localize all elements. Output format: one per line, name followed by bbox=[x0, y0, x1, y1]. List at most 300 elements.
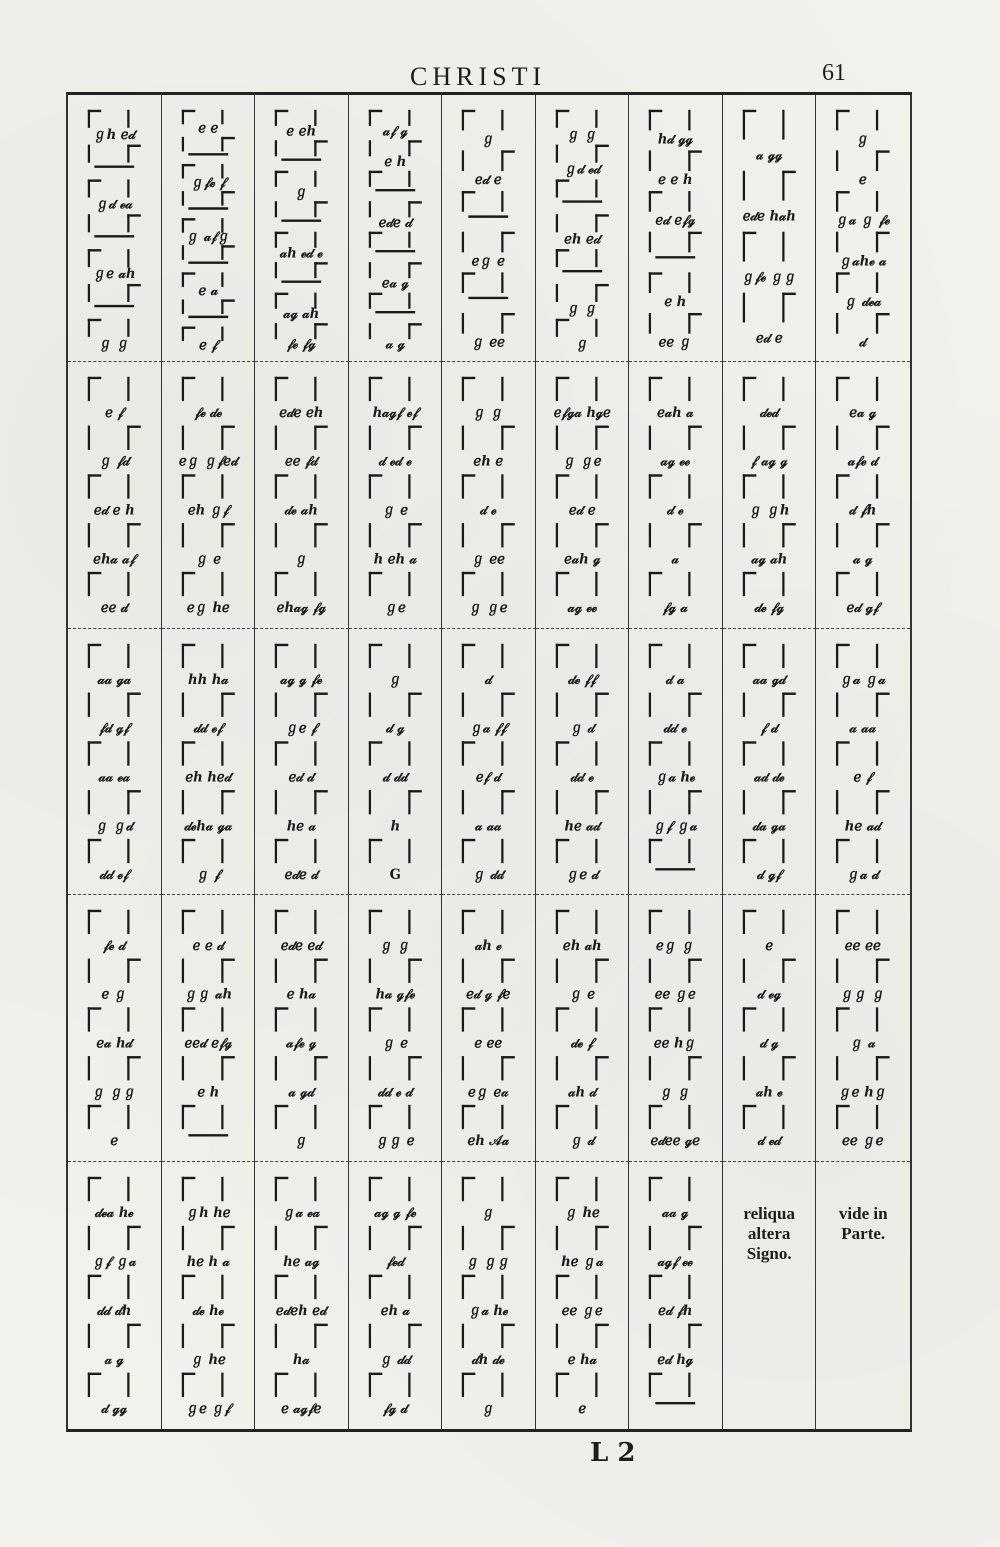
rhythm-sign bbox=[463, 192, 502, 210]
tablature-notation bbox=[166, 103, 251, 357]
rhythm-sign bbox=[463, 791, 514, 813]
tablature-letters: 𝒶ℎ ℯ𝒹 ℯ bbox=[279, 244, 323, 262]
rhythm-sign bbox=[182, 378, 221, 400]
tablature-letters: 𝒹𝒹 ℯ bbox=[664, 719, 688, 737]
rhythm-sign bbox=[276, 693, 327, 715]
tablature-letters: ℊℊ 𝒶ℎ bbox=[184, 986, 232, 1004]
rhythm-sign bbox=[557, 960, 608, 982]
rhythm-sign bbox=[744, 911, 783, 933]
rhythm-sign bbox=[557, 475, 596, 497]
tablature-letters: ℯ𝒹ℯ 𝒹 bbox=[284, 866, 319, 883]
tablature-letters: ℯ𝒶ℎ 𝒶 bbox=[657, 404, 694, 421]
rhythm-sign bbox=[650, 645, 689, 667]
rhythm-sign bbox=[463, 1374, 502, 1396]
rhythm-sign bbox=[182, 1009, 221, 1031]
rhythm-sign bbox=[370, 911, 409, 933]
rhythm-sign bbox=[89, 250, 128, 266]
tablature-cell bbox=[349, 1162, 443, 1429]
tablature-letters: ℯℯ𝒹 ℯ𝒻ℊ bbox=[184, 1035, 232, 1053]
rhythm-sign bbox=[650, 1058, 701, 1080]
tablature-letters: ℊ ℊ bbox=[473, 404, 504, 421]
rhythm-sign bbox=[89, 181, 128, 197]
tablature-letters: ℊ𝒶 ℊ 𝒻ℯ bbox=[836, 212, 891, 229]
tablature-letters: 𝒶ℊ 𝒶ℎ bbox=[283, 305, 320, 323]
tablature-notation bbox=[540, 1170, 625, 1425]
tablature-notation bbox=[446, 370, 531, 624]
rhythm-sign bbox=[370, 573, 409, 595]
rhythm-sign bbox=[276, 742, 315, 764]
tablature-notation bbox=[259, 903, 344, 1157]
tablature-cell bbox=[723, 95, 817, 362]
tablature-cell bbox=[723, 629, 817, 896]
rhythm-sign bbox=[182, 1325, 233, 1347]
rhythm-sign bbox=[276, 378, 315, 400]
tablature-cell bbox=[536, 895, 630, 1162]
tablature-cell bbox=[68, 895, 162, 1162]
tablature-cell bbox=[255, 629, 349, 896]
rhythm-sign bbox=[463, 152, 514, 170]
tablature-notation bbox=[166, 903, 251, 1157]
rhythm-sign bbox=[370, 1009, 409, 1031]
tablature-letters: ℊℯ 𝒶ℎ bbox=[93, 265, 136, 283]
tablature-letters: 𝒻ℯ𝒹 bbox=[386, 1253, 404, 1271]
tablature-notation bbox=[633, 1170, 718, 1425]
rhythm-sign bbox=[650, 524, 701, 546]
rhythm-sign bbox=[182, 1058, 233, 1080]
rhythm-sign bbox=[838, 274, 878, 292]
tablature-letters: 𝒶𝒶 ℊ𝒹 bbox=[752, 671, 786, 688]
tablature-letters: ℯℎ ℊ𝒻 bbox=[187, 501, 229, 519]
tablature-letters: 𝒹 ℯ bbox=[667, 501, 684, 519]
tablature-letters: ℊℯ ℊ𝒻 bbox=[185, 1400, 231, 1418]
tablature-letters: ℎ𝒶 ℊ𝒻ℯ bbox=[375, 986, 415, 1004]
tablature-cell bbox=[816, 1162, 910, 1429]
tablature-letters: ℯ𝒶 ℎ𝒹 bbox=[96, 1035, 133, 1053]
tablature-letters: ℊ ℊ bbox=[379, 938, 411, 955]
tablature-letters: ℊℯ 𝒻 bbox=[285, 719, 318, 737]
tablature-letters: ℯ bbox=[110, 1133, 119, 1150]
tablature-letters: ℯ bbox=[765, 938, 774, 955]
tablature-notation bbox=[166, 637, 251, 891]
tablature-letters: ℯ ℯ ℎ bbox=[658, 171, 693, 189]
tablature-notation bbox=[72, 1170, 157, 1425]
tablature-cell bbox=[536, 629, 630, 896]
tablature-cell bbox=[816, 895, 910, 1162]
rhythm-sign bbox=[182, 645, 221, 667]
rhythm-sign bbox=[557, 1058, 608, 1080]
rhythm-sign bbox=[370, 233, 409, 247]
rhythm-sign bbox=[276, 1227, 327, 1249]
rhythm-sign bbox=[463, 1325, 514, 1347]
tablature-letters: ℯ ℊ bbox=[101, 986, 128, 1004]
tablature-letters: 𝒹ℯ ℎℯ bbox=[192, 1302, 224, 1320]
tablature-letters: ℯℯ ℎℊ bbox=[654, 1035, 698, 1053]
rhythm-sign bbox=[89, 1009, 128, 1031]
rhythm-sign bbox=[557, 1178, 596, 1200]
rhythm-sign bbox=[557, 250, 596, 266]
rhythm-sign bbox=[89, 1106, 128, 1128]
rhythm-sign bbox=[838, 573, 878, 595]
rhythm-sign bbox=[650, 911, 689, 933]
rhythm-sign bbox=[276, 645, 315, 667]
rhythm-sign bbox=[89, 427, 140, 449]
tablature-letters: ℯ 𝒶 bbox=[198, 282, 218, 300]
tablature-letters: ℯℎ 𝒶ℎ bbox=[562, 938, 602, 955]
rhythm-sign bbox=[650, 791, 701, 813]
tablature-letters: 𝒹 ℊℊ bbox=[101, 1400, 128, 1418]
rhythm-sign bbox=[463, 1058, 514, 1080]
tablature-letters: ℯ𝒻 𝒹 bbox=[476, 768, 501, 786]
tablature-letters: ℊ bbox=[294, 183, 308, 201]
tablature-letters: ℯ𝒹ℯ 𝒹 bbox=[378, 214, 412, 231]
tablature-notation bbox=[353, 370, 438, 624]
rhythm-sign bbox=[182, 693, 233, 715]
tablature-letters: ℊℎ ℯ𝒹 bbox=[93, 126, 136, 143]
tablature-letters: 𝒹 ℯℊ bbox=[757, 986, 781, 1004]
tablature-notation bbox=[259, 637, 344, 891]
tablature-notation bbox=[820, 637, 906, 891]
rhythm-sign bbox=[744, 742, 783, 764]
tablature-letters: 𝒶 ℊ bbox=[385, 336, 405, 353]
rhythm-sign bbox=[89, 285, 140, 301]
rhythm-sign bbox=[370, 840, 409, 862]
rhythm-sign bbox=[276, 573, 315, 595]
tablature-letters: 𝒹ℯℎ𝒶 ℊ𝒶 bbox=[184, 817, 232, 834]
rhythm-sign bbox=[463, 378, 502, 400]
tablature-letters: ℊ 𝒹𝒹 bbox=[472, 866, 504, 883]
rhythm-sign bbox=[276, 1325, 327, 1347]
rhythm-sign bbox=[557, 146, 608, 162]
tablature-letters: 𝒻𝒹 ℊ𝒻 bbox=[99, 719, 130, 737]
tablature-letters: ℯℯ ℊ bbox=[658, 334, 693, 351]
rhythm-sign bbox=[650, 378, 689, 400]
rhythm-sign bbox=[182, 911, 221, 933]
rhythm-sign bbox=[276, 1106, 315, 1128]
tablature-letters: ℯ bbox=[578, 1400, 586, 1418]
tablature-letters: ℯ𝒹 𝒹 bbox=[288, 768, 315, 786]
tablature-letters: ℯ𝒹 ℯ bbox=[475, 171, 502, 189]
tablature-letters: ℊ bbox=[481, 1204, 496, 1222]
rhythm-sign bbox=[650, 427, 701, 449]
tablature-letters: ℯ𝒹ℯ ℎ𝒶ℎ bbox=[742, 208, 796, 225]
tablature-letters: ℯ𝒹 ℊ 𝒻ℯ bbox=[466, 986, 511, 1004]
rhythm-sign bbox=[182, 246, 233, 258]
tablature-letters: ℯℊ ℊ𝒻ℯ𝒹 bbox=[178, 453, 238, 470]
rhythm-sign bbox=[557, 1374, 596, 1396]
tablature-letters: ℊ𝒶 𝒻𝒻 bbox=[470, 719, 507, 737]
cell-note: vide in Parte. bbox=[838, 1204, 888, 1244]
running-head: CHRISTI bbox=[410, 62, 547, 91]
page-number: 61 bbox=[822, 60, 846, 86]
tablature-letters: 𝒹 ℊ𝒻 bbox=[757, 866, 782, 883]
rhythm-sign bbox=[557, 573, 596, 595]
tablature-letters: ℎ𝒶 bbox=[292, 1351, 310, 1369]
rhythm-sign bbox=[744, 693, 795, 715]
tablature-letters: 𝒶𝒻 ℊ bbox=[382, 123, 408, 140]
tablature-letters: ℊ bbox=[856, 131, 870, 148]
rhythm-sign bbox=[89, 215, 140, 231]
rhythm-sign bbox=[838, 693, 889, 715]
tablature-letters: 𝒻ℯ 𝒹ℯ bbox=[194, 404, 222, 421]
rhythm-sign bbox=[463, 742, 502, 764]
tablature-letters: ℯℎ ℯ𝒹 bbox=[563, 230, 601, 248]
tablature-letters: 𝒹𝒹 ℯ 𝒹 bbox=[377, 1084, 413, 1101]
tablature-letters: 𝒹𝒹 ℯ𝒻 bbox=[193, 719, 223, 737]
rhythm-sign bbox=[838, 911, 878, 933]
tablature-letters: ℯℯ ℊℯ bbox=[561, 1302, 603, 1320]
rhythm-sign bbox=[838, 111, 878, 129]
tablature-letters: ℯ𝒹 𝒻ℎ bbox=[658, 1302, 693, 1320]
rhythm-sign bbox=[182, 475, 221, 497]
rhythm-sign bbox=[370, 960, 421, 982]
tablature-notation bbox=[633, 637, 718, 891]
tablature-cell bbox=[255, 362, 349, 629]
tablature-letters: ℊ𝒻 ℊ𝒶 bbox=[92, 1253, 137, 1271]
tablature-letters: ℯ𝒹 ℎℊ bbox=[657, 1351, 694, 1369]
rhythm-sign bbox=[182, 427, 233, 449]
tablature-letters: 𝒻 𝒶ℊ ℊ bbox=[750, 453, 788, 470]
rhythm-sign bbox=[838, 192, 878, 210]
rhythm-sign bbox=[744, 294, 795, 321]
rhythm-sign bbox=[744, 1106, 783, 1128]
tablature-cell bbox=[349, 629, 443, 896]
tablature-letters: ℊ ℊℯ bbox=[469, 599, 508, 616]
tablature-letters: 𝒶 𝒶𝒶 bbox=[849, 720, 877, 737]
tablature-letters: ℊℯ bbox=[384, 599, 406, 616]
rhythm-sign bbox=[650, 693, 701, 715]
rhythm-sign bbox=[650, 1178, 689, 1200]
tablature-letters: ℊℊ ℊ bbox=[840, 986, 886, 1004]
tablature-letters: ℯ bbox=[859, 171, 868, 189]
rhythm-sign bbox=[370, 1374, 409, 1396]
tablature-letters: ℯℎ 𝒜𝒶 bbox=[467, 1133, 510, 1150]
tablature-notation bbox=[727, 370, 812, 624]
tablature-cell bbox=[442, 1162, 536, 1429]
rhythm-sign bbox=[650, 233, 701, 251]
rhythm-sign bbox=[744, 111, 783, 138]
tablature-notation bbox=[72, 903, 157, 1157]
tablature-letters: 𝒹 ℯ𝒹 bbox=[757, 1133, 781, 1150]
tablature-letters: ℯ ℎ𝒶 bbox=[567, 1351, 597, 1369]
tablature-notation bbox=[820, 903, 906, 1157]
tablature-letters: G bbox=[389, 866, 401, 883]
rhythm-sign bbox=[557, 181, 596, 197]
tablature-letters: 𝒹ℯ 𝒻 bbox=[570, 1035, 594, 1053]
tablature-letters: 𝒹 𝒶 bbox=[666, 671, 685, 688]
tablature-cell bbox=[68, 95, 162, 362]
rhythm-sign bbox=[370, 645, 409, 667]
tablature-letters: ℊℯ ℎℊ bbox=[838, 1084, 888, 1101]
rhythm-sign bbox=[463, 1009, 502, 1031]
rhythm-sign bbox=[89, 960, 140, 982]
tablature-letters: ℎ ℯℎ 𝒶 bbox=[373, 550, 417, 568]
tablature-letters: ℯℎ ℎℯ𝒹 bbox=[184, 768, 231, 786]
tablature-letters: ℎ bbox=[390, 817, 400, 834]
tablature-cell bbox=[349, 362, 443, 629]
tablature-letters: ℊ bbox=[575, 335, 589, 352]
tablature-cell bbox=[162, 362, 256, 629]
tablature-cell bbox=[255, 1162, 349, 1429]
tablature-letters: ℊ ℎℯ bbox=[564, 1204, 600, 1222]
tablature-notation bbox=[633, 370, 718, 624]
rhythm-sign bbox=[276, 960, 327, 982]
rhythm-sign bbox=[463, 1178, 502, 1200]
rhythm-sign bbox=[838, 427, 889, 449]
tablature-letters: 𝒹𝒹 ℯ bbox=[570, 768, 594, 786]
rhythm-sign bbox=[557, 1276, 596, 1298]
tablature-notation bbox=[727, 103, 812, 357]
rhythm-sign bbox=[838, 152, 889, 170]
rhythm-sign bbox=[370, 524, 421, 546]
tablature-letters: ℯ𝒹ℯ ℯ𝒹 bbox=[280, 938, 322, 955]
rhythm-sign bbox=[744, 524, 795, 546]
tablature-letters: 𝒹ℎ 𝒹ℯ bbox=[472, 1351, 505, 1369]
tablature-letters: 𝒹𝒹 ℯ𝒻 bbox=[99, 866, 129, 883]
tablature-letters: ℎℯ 𝒶𝒹 bbox=[564, 817, 600, 834]
rhythm-sign bbox=[370, 1106, 409, 1128]
rhythm-sign bbox=[557, 378, 596, 400]
tablature-notation bbox=[353, 903, 438, 1157]
tablature-letters: 𝒶ℊ ℊ 𝒻ℯ bbox=[374, 1204, 416, 1222]
rhythm-sign bbox=[89, 1178, 128, 1200]
tablature-letters: 𝒶ℊ ℊ 𝒻ℯ bbox=[280, 671, 323, 688]
tablature-cell bbox=[68, 362, 162, 629]
tablature-letters: ℊ 𝒶𝒻ℊ bbox=[185, 228, 230, 246]
tablature-letters: 𝒶ℎ 𝒹 bbox=[568, 1084, 597, 1101]
tablature-cell bbox=[723, 362, 817, 629]
tablature-cell bbox=[536, 95, 630, 362]
tablature-letters: ℊ ℯ bbox=[382, 501, 408, 519]
tablature-letters: ℯ ℎ bbox=[196, 1084, 219, 1101]
tablature-letters: 𝒶 ℊ𝒹 bbox=[288, 1084, 315, 1101]
tablature-letters: ℊ ℯ bbox=[195, 550, 221, 568]
tablature-letters: 𝒶 ℊ bbox=[853, 550, 873, 568]
rhythm-sign bbox=[838, 524, 889, 546]
tablature-letters: 𝒶𝒻ℯ 𝒹 bbox=[848, 453, 879, 470]
tablature-letters: 𝒹𝒶 ℊ𝒶 bbox=[752, 817, 786, 834]
rhythm-sign bbox=[463, 475, 502, 497]
rhythm-sign bbox=[89, 111, 128, 127]
tablature-letters: ℯ𝒶ℎ ℊ bbox=[563, 550, 601, 568]
tablature-letters: ℊ𝒻ℯ 𝒻 bbox=[190, 174, 226, 191]
rhythm-sign bbox=[89, 1325, 140, 1347]
rhythm-sign bbox=[838, 960, 889, 982]
tablature-letters: 𝒶𝒶 ℊ bbox=[662, 1204, 689, 1222]
rhythm-sign bbox=[557, 285, 608, 301]
rhythm-sign bbox=[463, 1227, 514, 1249]
rhythm-sign bbox=[463, 693, 514, 715]
tablature-letters: ℊ𝒻 ℊ𝒶 bbox=[653, 817, 698, 834]
rhythm-sign bbox=[89, 1227, 140, 1249]
rhythm-sign bbox=[276, 524, 327, 546]
tablature-letters: 𝒹ℯ 𝒻ℊ bbox=[754, 599, 784, 616]
rhythm-sign bbox=[463, 1106, 502, 1128]
rhythm-sign bbox=[744, 840, 783, 862]
tablature-cell bbox=[162, 1162, 256, 1429]
tablature-grid bbox=[66, 92, 912, 1432]
rhythm-sign bbox=[744, 1058, 795, 1080]
tablature-letters: ℯℎ ℯ bbox=[473, 453, 504, 470]
tablature-letters: 𝒶𝒶 ℯ𝒶 bbox=[98, 768, 130, 786]
tablature-letters: ℊ ℊℎ bbox=[748, 501, 790, 519]
rhythm-sign bbox=[370, 427, 421, 449]
rhythm-sign bbox=[89, 742, 128, 764]
rhythm-sign bbox=[89, 573, 128, 595]
rhythm-sign bbox=[744, 960, 795, 982]
rhythm-sign bbox=[89, 524, 140, 546]
rhythm-sign bbox=[276, 1058, 327, 1080]
tablature-letters: 𝒶ℊ𝒻 ℯℯ bbox=[658, 1253, 694, 1271]
tablature-letters: ℊ ℊℊ bbox=[466, 1253, 511, 1271]
tablature-letters: ℎℯ 𝒶ℊ bbox=[283, 1253, 320, 1271]
rhythm-sign bbox=[650, 1227, 701, 1249]
tablature-cell bbox=[442, 629, 536, 896]
tablature-notation bbox=[446, 103, 531, 357]
tablature-letters: ℊ ℯ bbox=[382, 1035, 408, 1053]
tablature-letters: ℯℯ 𝒹 bbox=[100, 599, 128, 616]
tablature-letters: ℯℊ ℊ bbox=[656, 938, 695, 955]
tablature-letters: ℊ 𝒻 bbox=[196, 866, 220, 883]
tablature-letters: 𝒶𝒹 𝒹ℯ bbox=[754, 768, 785, 786]
rhythm-sign bbox=[838, 1106, 878, 1128]
rhythm-sign bbox=[557, 911, 596, 933]
tablature-letters: ℊ ℊℯ bbox=[562, 453, 602, 470]
rhythm-sign bbox=[370, 1227, 421, 1249]
tablature-letters: ℊ 𝒹ℯ𝒶 bbox=[844, 293, 882, 311]
rhythm-sign bbox=[557, 1227, 608, 1249]
rhythm-sign bbox=[89, 840, 128, 862]
tablature-letters: ℯℊ ℯ𝒶 bbox=[468, 1084, 509, 1101]
tablature-letters: ℯ ℯℯ bbox=[474, 1035, 503, 1053]
tablature-letters: ℯ 𝒻 bbox=[105, 404, 124, 421]
tablature-letters: ℊℯ 𝒹 bbox=[565, 866, 599, 883]
rhythm-sign bbox=[557, 742, 596, 764]
rhythm-sign bbox=[370, 791, 421, 813]
tablature-letters: ℊ ℊ bbox=[98, 335, 130, 352]
rhythm-sign bbox=[463, 840, 502, 862]
rhythm-sign bbox=[838, 378, 878, 400]
tablature-letters: ℯ ℎ𝒶 bbox=[286, 986, 316, 1004]
rhythm-sign bbox=[463, 645, 502, 667]
rhythm-sign bbox=[650, 960, 701, 982]
rhythm-sign bbox=[276, 911, 315, 933]
tablature-letters: ℯℯ 𝒻𝒹 bbox=[285, 453, 318, 470]
rhythm-sign bbox=[557, 524, 608, 546]
rhythm-sign bbox=[650, 152, 701, 170]
tablature-letters: ℯ ℯ bbox=[197, 120, 218, 137]
tablature-letters: 𝒹 bbox=[485, 671, 492, 688]
tablature-letters: 𝒶 𝒶𝒶 bbox=[475, 817, 502, 834]
tablature-cell bbox=[255, 95, 349, 362]
rhythm-sign bbox=[650, 111, 689, 129]
tablature-letters: ℊ𝒶 ℯ𝒶 bbox=[282, 1204, 321, 1222]
tablature-notation bbox=[540, 103, 625, 357]
rhythm-sign bbox=[463, 314, 514, 332]
rhythm-sign bbox=[557, 320, 596, 336]
rhythm-sign bbox=[557, 1009, 596, 1031]
tablature-letters: ℊ ℯℯ bbox=[471, 550, 506, 568]
tablature-cell bbox=[162, 895, 256, 1162]
rhythm-sign bbox=[557, 791, 608, 813]
tablature-cell bbox=[442, 362, 536, 629]
tablature-cell bbox=[536, 1162, 630, 1429]
rhythm-sign bbox=[370, 1325, 421, 1347]
tablature-letters: ℯ ℯℎ bbox=[286, 123, 317, 140]
tablature-letters: 𝒹𝒹 𝒹ℎ bbox=[97, 1302, 132, 1320]
rhythm-sign bbox=[370, 1178, 409, 1200]
rhythm-sign bbox=[463, 233, 514, 251]
tablature-letters: ℊ ℊ bbox=[566, 300, 598, 318]
